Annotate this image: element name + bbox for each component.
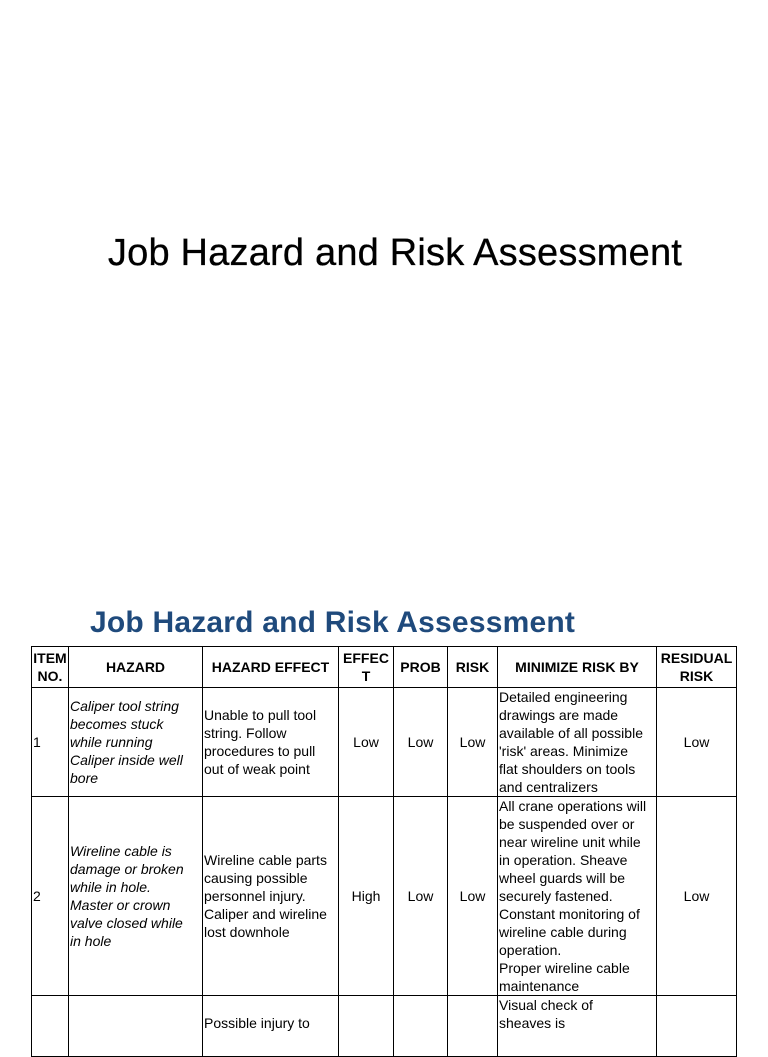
header-minimize-risk-by: MINIMIZE RISK BY — [498, 647, 657, 688]
cell-hazard-effect: Possible injury to — [203, 996, 339, 1057]
cell-risk: Low — [448, 797, 498, 996]
cell-hazard-effect: Wireline cable parts causing possible personnel injury. Caliper and wireline lost downhole — [203, 797, 339, 996]
cell-hazard: Caliper tool string becomes stuck while running Caliper inside well bore — [69, 688, 203, 797]
page-title: Job Hazard and Risk Assessment — [107, 232, 683, 274]
cell-minimize-risk: All crane operations will be suspended over or near wireline unit while in operation. Sheave wheel guards will be securely fastened. Constant monitoring of wireline cable during operation. Proper wireline cable maintenance — [498, 797, 657, 996]
header-risk: RISK — [448, 647, 498, 688]
cell-item-no — [32, 996, 69, 1057]
cell-hazard-effect: Unable to pull tool string. Follow procedures to pull out of weak point — [203, 688, 339, 797]
header-hazard: HAZARD — [69, 647, 203, 688]
header-prob: PROB — [394, 647, 448, 688]
cell-effect: High — [339, 797, 394, 996]
header-residual-risk: RESIDUAL RISK — [657, 647, 737, 688]
cell-risk — [448, 996, 498, 1057]
cell-prob — [394, 996, 448, 1057]
cell-effect — [339, 996, 394, 1057]
cell-minimize-risk: Detailed engineering drawings are made available of all possible 'risk' areas. Minimize flat shoulders on tools and centralizers — [498, 688, 657, 797]
section-title: Job Hazard and Risk Assessment — [90, 606, 576, 639]
cell-hazard — [69, 996, 203, 1057]
cell-item-no: 2 — [32, 797, 69, 996]
table-row — [32, 797, 737, 996]
hazard-table — [31, 646, 737, 1057]
cell-hazard: Wireline cable is damage or broken while in hole. Master or crown valve closed while in hole — [69, 797, 203, 996]
cell-minimize-risk: Visual check of sheaves is — [498, 996, 657, 1057]
header-effect: EFFEC T — [339, 647, 394, 688]
table-header-row — [32, 647, 737, 688]
cell-prob: Low — [394, 688, 448, 797]
table-row — [32, 996, 737, 1057]
cell-effect: Low — [339, 688, 394, 797]
cell-prob: Low — [394, 797, 448, 996]
header-item-no: ITEM NO. — [32, 647, 69, 688]
cell-residual-risk: Low — [657, 688, 737, 797]
cell-risk: Low — [448, 688, 498, 797]
header-hazard-effect: HAZARD EFFECT — [203, 647, 339, 688]
cell-item-no: 1 — [32, 688, 69, 797]
table-row — [32, 688, 737, 797]
cell-residual-risk: Low — [657, 797, 737, 996]
cell-residual-risk — [657, 996, 737, 1057]
